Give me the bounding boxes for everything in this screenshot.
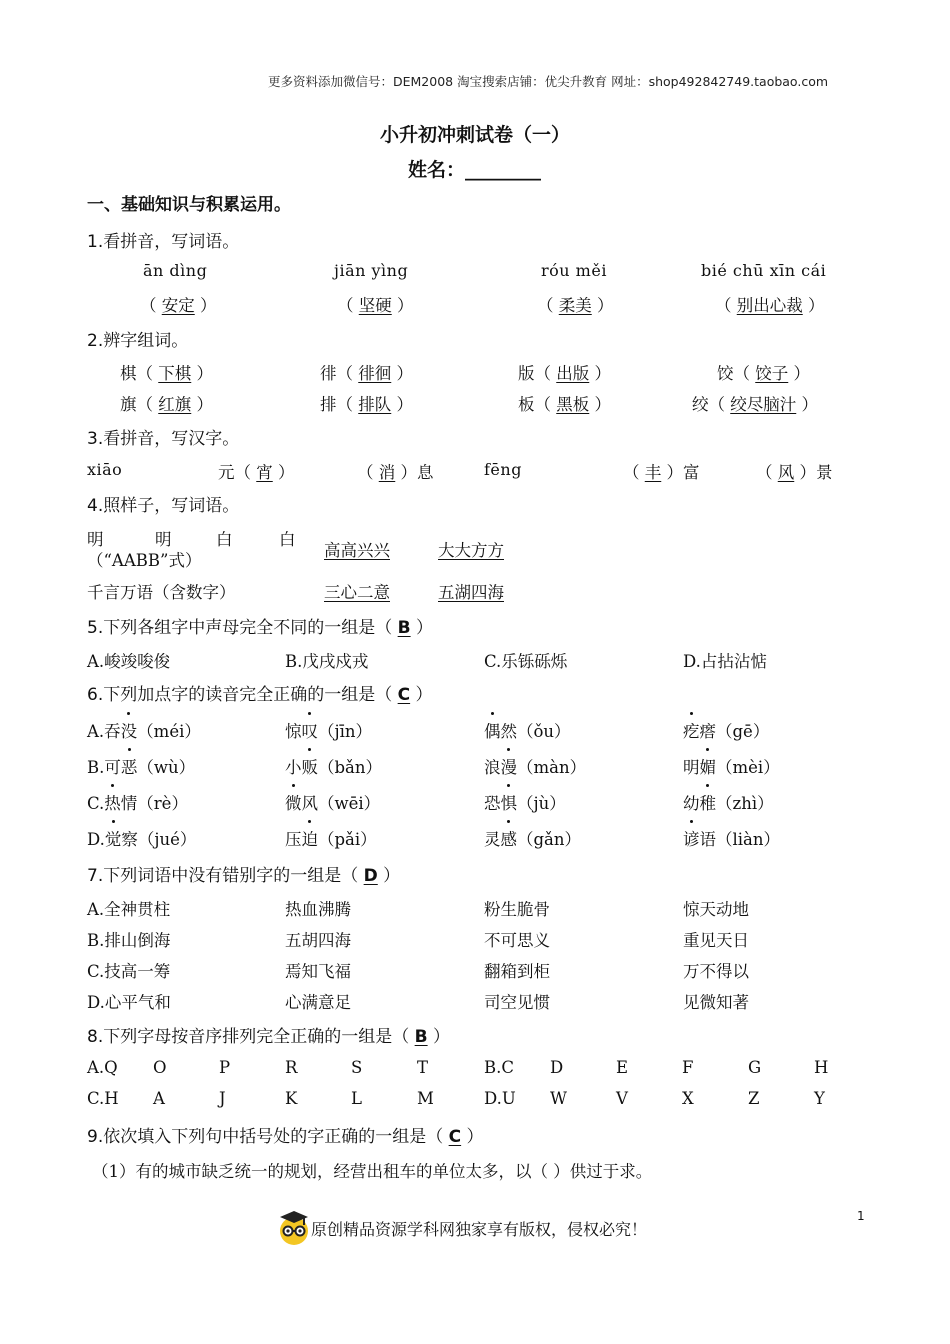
answer-choice: C (397, 685, 411, 705)
dotted-char: 疙 (683, 718, 700, 742)
dotted-char: 热 (104, 790, 121, 814)
answer-text: 红旗 (158, 395, 192, 414)
char-fill: （ 消 ）息 (357, 463, 434, 482)
letter: L (351, 1089, 362, 1108)
dotted-char: 贩 (302, 754, 319, 778)
option: D.心平气和 (87, 993, 171, 1012)
bracket: ） (416, 618, 434, 638)
example-char: 明 (155, 530, 172, 549)
letter: M (417, 1089, 434, 1108)
char-fill: （ 丰 ）富 (623, 463, 700, 482)
letter: A.Q (87, 1058, 118, 1077)
option: 惊叹（jīn） (285, 718, 372, 742)
name-label: 姓名： (408, 159, 466, 181)
option: 粉生脆骨 (484, 900, 550, 919)
answer-text: 坚硬 (358, 296, 392, 315)
page-number: 1 (857, 1209, 865, 1223)
char: 版 (518, 364, 535, 383)
letter: W (550, 1089, 567, 1108)
pinyin-2: jiān yìng (334, 261, 409, 280)
answer-text: 安定 (161, 296, 195, 315)
example-char: 白 (216, 530, 233, 549)
letter: T (417, 1058, 429, 1077)
footer-text: 原创精品资源学科网独家享有版权，侵权必究！ (311, 1220, 648, 1239)
question-text: 下列加点字的读音完全正确的一组是（ (103, 685, 393, 705)
letter: D.U (484, 1089, 516, 1108)
answer-text: 柔美 (558, 296, 592, 315)
letter: D (550, 1058, 564, 1077)
question-2 (87, 326, 188, 351)
option: 小贩（bǎn） (285, 754, 382, 778)
char: 富 (683, 463, 700, 482)
option: C.热情（rè） (87, 790, 188, 814)
char-fill: （ 风 ）景 (756, 463, 833, 482)
question-number: 4. (87, 496, 104, 516)
answer-word: 高高兴兴 (324, 541, 390, 560)
option: 重见天日 (683, 931, 749, 950)
option: 翻箱到柜 (484, 962, 550, 981)
char: 元 (218, 463, 235, 482)
answer-text: 黑板 (556, 395, 590, 414)
question-text: 下列词语中没有错别字的一组是（ (103, 866, 359, 886)
char: 排 (320, 395, 337, 414)
word-pair: 绞（ 绞尽脑汁 ） (692, 395, 818, 414)
bracket: ） (415, 685, 433, 705)
char: 徘 (320, 364, 337, 383)
answer-text: 饺子 (755, 364, 789, 383)
question-number: 5. (87, 618, 104, 638)
question-text: 看拼音，写词语。 (103, 232, 240, 252)
name-blank: ________ (465, 159, 542, 181)
word-pair: 旗（ 红旗 ） (120, 395, 213, 414)
option: 不可思义 (484, 931, 550, 950)
option: B.戊戌戍戎 (285, 652, 369, 671)
option: A.峻竣唆俊 (87, 652, 171, 671)
letter: J (219, 1089, 226, 1108)
answer-text (438, 579, 504, 603)
question-9 (87, 1122, 484, 1147)
graduate-mascot-icon (277, 1208, 311, 1246)
option: 五胡四海 (285, 931, 351, 950)
question-number: 2. (87, 331, 104, 351)
pinyin-3: róu měi (541, 261, 607, 280)
answer-slot: （ 坚硬 ） (337, 296, 414, 315)
question-4 (87, 491, 239, 516)
answer-text: 出版 (556, 364, 590, 383)
answer-text: 消 (378, 463, 396, 482)
letter: A (153, 1089, 165, 1108)
answer-slot: （ 柔美 ） (537, 296, 614, 315)
answer-text (324, 579, 390, 603)
word-pair: 饺（ 饺子 ） (717, 364, 810, 383)
answer-text: 排队 (358, 395, 392, 414)
question-text: 照样子，写词语。 (103, 496, 240, 516)
char: 旗 (120, 395, 137, 414)
option: 恐惧（jù） (484, 790, 566, 814)
example-char: 白 (279, 530, 296, 549)
question-5 (87, 613, 433, 638)
char: 棋 (120, 364, 137, 383)
dotted-char: 感 (501, 826, 518, 850)
option: C.技高一筹 (87, 962, 171, 981)
section-heading: 一、基础知识与积累运用。 (87, 195, 291, 215)
sentence: （1）有的城市缺乏统一的规划，经营出租车的单位太多，以（ ）供过于求。 (92, 1162, 653, 1181)
option: 谚语（liàn） (683, 826, 780, 850)
dotted-char: 稚 (700, 790, 717, 814)
word-pair: 排（ 排队 ） (320, 395, 413, 414)
option: 见微知著 (683, 993, 749, 1012)
letter: K (285, 1089, 298, 1108)
answer-text (438, 537, 504, 561)
answer-text (324, 537, 390, 561)
answer-slot: （ 别出心裁 ） (715, 296, 825, 315)
option: C.乐铄砾烁 (484, 652, 568, 671)
question-3 (87, 424, 239, 449)
question-text: 下列各组字中声母完全不同的一组是（ (103, 618, 393, 638)
pattern-label: （“AABB”式） (87, 551, 202, 570)
option: D.觉察（jué） (87, 826, 196, 850)
question-text: 下列字母按音序排列完全正确的一组是（ (103, 1027, 410, 1047)
letter: C.H (87, 1089, 119, 1108)
letter: V (616, 1089, 628, 1108)
letter: O (153, 1058, 167, 1077)
answer-text: 宵 (256, 463, 273, 482)
answer-text: 绞尽脑汁 (730, 395, 797, 414)
option: D.占拈沾惦 (683, 652, 767, 671)
question-text: 依次填入下列句中括号处的字正确的一组是（ (103, 1127, 444, 1147)
option: 惊天动地 (683, 900, 749, 919)
question-number: 8. (87, 1027, 104, 1047)
answer-text: 丰 (644, 463, 662, 482)
pinyin-1: ān dìng (143, 261, 208, 280)
answer-choice: B (414, 1027, 428, 1047)
char: 景 (816, 463, 833, 482)
option: 浪漫（màn） (484, 754, 586, 778)
word-pair: 徘（ 徘徊 ） (320, 364, 413, 383)
dotted-char: 觉 (105, 826, 122, 850)
dotted-char: 迫 (302, 826, 319, 850)
pinyin: fēng (484, 460, 522, 479)
letter: Z (748, 1089, 760, 1108)
letter: R (285, 1058, 298, 1077)
question-number: 7. (87, 866, 104, 886)
char-fill: 元（ 宵 ） (218, 463, 295, 482)
letter: S (351, 1058, 363, 1077)
letter: E (616, 1058, 629, 1077)
bracket: ） (433, 1027, 451, 1047)
letter: B.C (484, 1058, 514, 1077)
question-text: 辨字组词。 (103, 331, 189, 351)
option: A.全神贯柱 (87, 900, 171, 919)
letter: G (748, 1058, 762, 1077)
letter: X (682, 1089, 694, 1108)
pattern-label: 千言万语（含数字） (87, 583, 236, 602)
dotted-char: 微 (285, 790, 302, 814)
option: 司空见惯 (484, 993, 550, 1012)
dotted-char: 偶 (484, 718, 501, 742)
option: A.吞没（méi） (87, 718, 201, 742)
question-number: 9. (87, 1127, 104, 1147)
answer-text: 下棋 (158, 364, 192, 383)
dotted-char: 惧 (501, 790, 518, 814)
dotted-char: 恶 (121, 754, 138, 778)
question-1 (87, 227, 239, 252)
char: 绞 (692, 395, 709, 414)
option: 幼稚（zhì） (683, 790, 774, 814)
dotted-char: 叹 (302, 718, 319, 742)
answer-slot: （ 安定 ） (140, 296, 217, 315)
option: 焉知飞福 (285, 962, 351, 981)
answer-word: 五湖四海 (438, 583, 504, 602)
answer-choice: C (448, 1127, 462, 1147)
name-line (408, 155, 541, 182)
answer-choice: B (397, 618, 411, 638)
option: B.排山倒海 (87, 931, 171, 950)
option: 灵感（gǎn） (484, 826, 581, 850)
question-number: 6. (87, 685, 104, 705)
option: 热血沸腾 (285, 900, 351, 919)
char: 板 (518, 395, 535, 414)
question-text: 看拼音，写汉字。 (103, 429, 240, 449)
answer-word: 大大方方 (438, 541, 504, 560)
question-7 (87, 861, 400, 886)
word-pair: 版（ 出版 ） (518, 364, 611, 383)
bracket: ） (466, 1127, 484, 1147)
option: B.可恶（wù） (87, 754, 195, 778)
dotted-char: 漫 (501, 754, 518, 778)
option: 明媚（mèi） (683, 754, 780, 778)
option: 万不得以 (683, 962, 749, 981)
bracket: ） (383, 866, 401, 886)
question-6 (87, 680, 433, 705)
letter: H (814, 1058, 829, 1077)
option: 微风（wēi） (285, 790, 380, 814)
question-8 (87, 1022, 450, 1047)
answer-text: 风 (777, 463, 795, 482)
option: 疙瘩（gē） (683, 718, 769, 742)
pinyin-4: bié chū xīn cái (701, 261, 827, 280)
question-number: 3. (87, 429, 104, 449)
footer (277, 1208, 311, 1246)
option: 偶然（ǒu） (484, 718, 571, 742)
word-pair: 棋（ 下棋 ） (120, 364, 213, 383)
char: 息 (417, 463, 434, 482)
dotted-char: 没 (121, 718, 138, 742)
letter: Y (814, 1089, 825, 1108)
dotted-char: 谚 (683, 826, 700, 850)
answer-text: 别出心裁 (736, 296, 803, 315)
dotted-char: 媚 (700, 754, 717, 778)
char: 饺 (717, 364, 734, 383)
word-pair: 板（ 黑板 ） (518, 395, 611, 414)
question-number: 1. (87, 232, 104, 252)
page-title: 小升初冲刺试卷（一） (379, 124, 570, 146)
option: 心满意足 (285, 993, 351, 1012)
answer-word: 三心二意 (324, 583, 390, 602)
answer-choice: D (363, 866, 378, 886)
header-text: 更多资料添加微信号：DEM2008 淘宝搜索店铺：优尖升教育 网址：shop492842749.taobao.com (268, 74, 829, 89)
letter: F (682, 1058, 694, 1077)
pinyin: xiāo (87, 460, 123, 479)
letter: P (219, 1058, 231, 1077)
option: 压迫（pǎi） (285, 826, 377, 850)
answer-text: 徘徊 (358, 364, 392, 383)
example-char: 明 (87, 530, 104, 549)
